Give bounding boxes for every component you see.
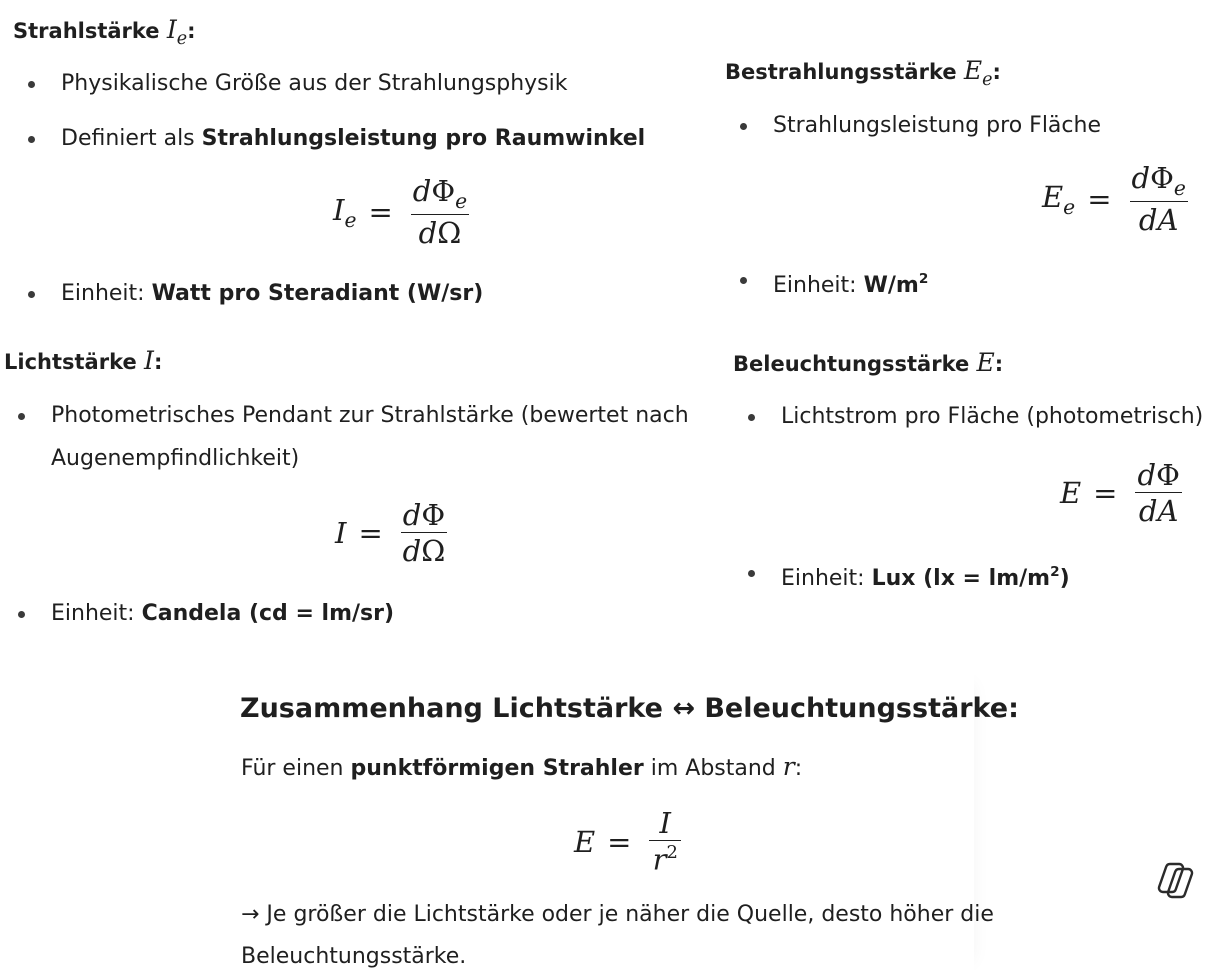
list-item: Definiert als Strahlungsleistung pro Raumwinkel xyxy=(61,117,645,160)
zusammenhang-heading: Zusammenhang Lichtstärke ↔ Beleuchtungsstärke: xyxy=(240,693,1019,724)
list-item: Photometrisches Pendant zur Strahlstärke (bewertet nach Augenempfindlichkeit) xyxy=(51,394,689,480)
list-item: Einheit: Candela (cd = lm/sr) xyxy=(51,592,394,635)
lichtstaerke-heading: Lichtstärke I: xyxy=(4,346,163,375)
copilot-icon[interactable] xyxy=(1156,860,1198,900)
zusammenhang-conclusion: → Je größer die Lichtstärke oder je näher die Quelle, desto höher die Beleuchtungsstärke. xyxy=(241,902,994,969)
formula-strahlstaerke: $I_e$ = $\frac{d\Phi_e}{d\Omega}$ xyxy=(333,174,468,251)
zusammenhang-intro: Für einen punktförmigen Strahler im Abstand r: xyxy=(241,752,803,781)
list-item: Einheit: Watt pro Steradiant (W/sr) xyxy=(61,272,483,315)
list-item: Einheit: $W/m^2$ xyxy=(773,258,928,307)
list-item: Einheit: Lux $(lx = lm/m^2)$ xyxy=(781,551,1070,600)
list-item: Physikalische Größe aus der Strahlungsphysik xyxy=(61,62,568,105)
formula-zusammenhang: E = $\frac{I}{r^2}$ xyxy=(574,808,681,876)
formula-lichtstaerke: I = $\frac{d\Phi}{d\Omega}$ xyxy=(335,498,446,569)
list-item: Strahlungsleistung pro Fläche xyxy=(773,104,1101,147)
formula-beleuchtungsstaerke: E = $\frac{d\Phi}{dA}$ xyxy=(1060,458,1180,529)
list-item: Lichtstrom pro Fläche (photometrisch) xyxy=(781,395,1203,438)
beleuchtungsstaerke-heading: Beleuchtungsstärke E: xyxy=(733,348,1004,377)
strahlstaerke-heading: Strahlstärke $I_e$: xyxy=(13,15,196,50)
bestrahlungsstaerke-heading: Bestrahlungsstärke $E_e$: xyxy=(725,56,1001,91)
formula-bestrahlungsstaerke: $E_e$ = $\frac{d\Phi_e}{dA}$ xyxy=(1042,161,1186,238)
